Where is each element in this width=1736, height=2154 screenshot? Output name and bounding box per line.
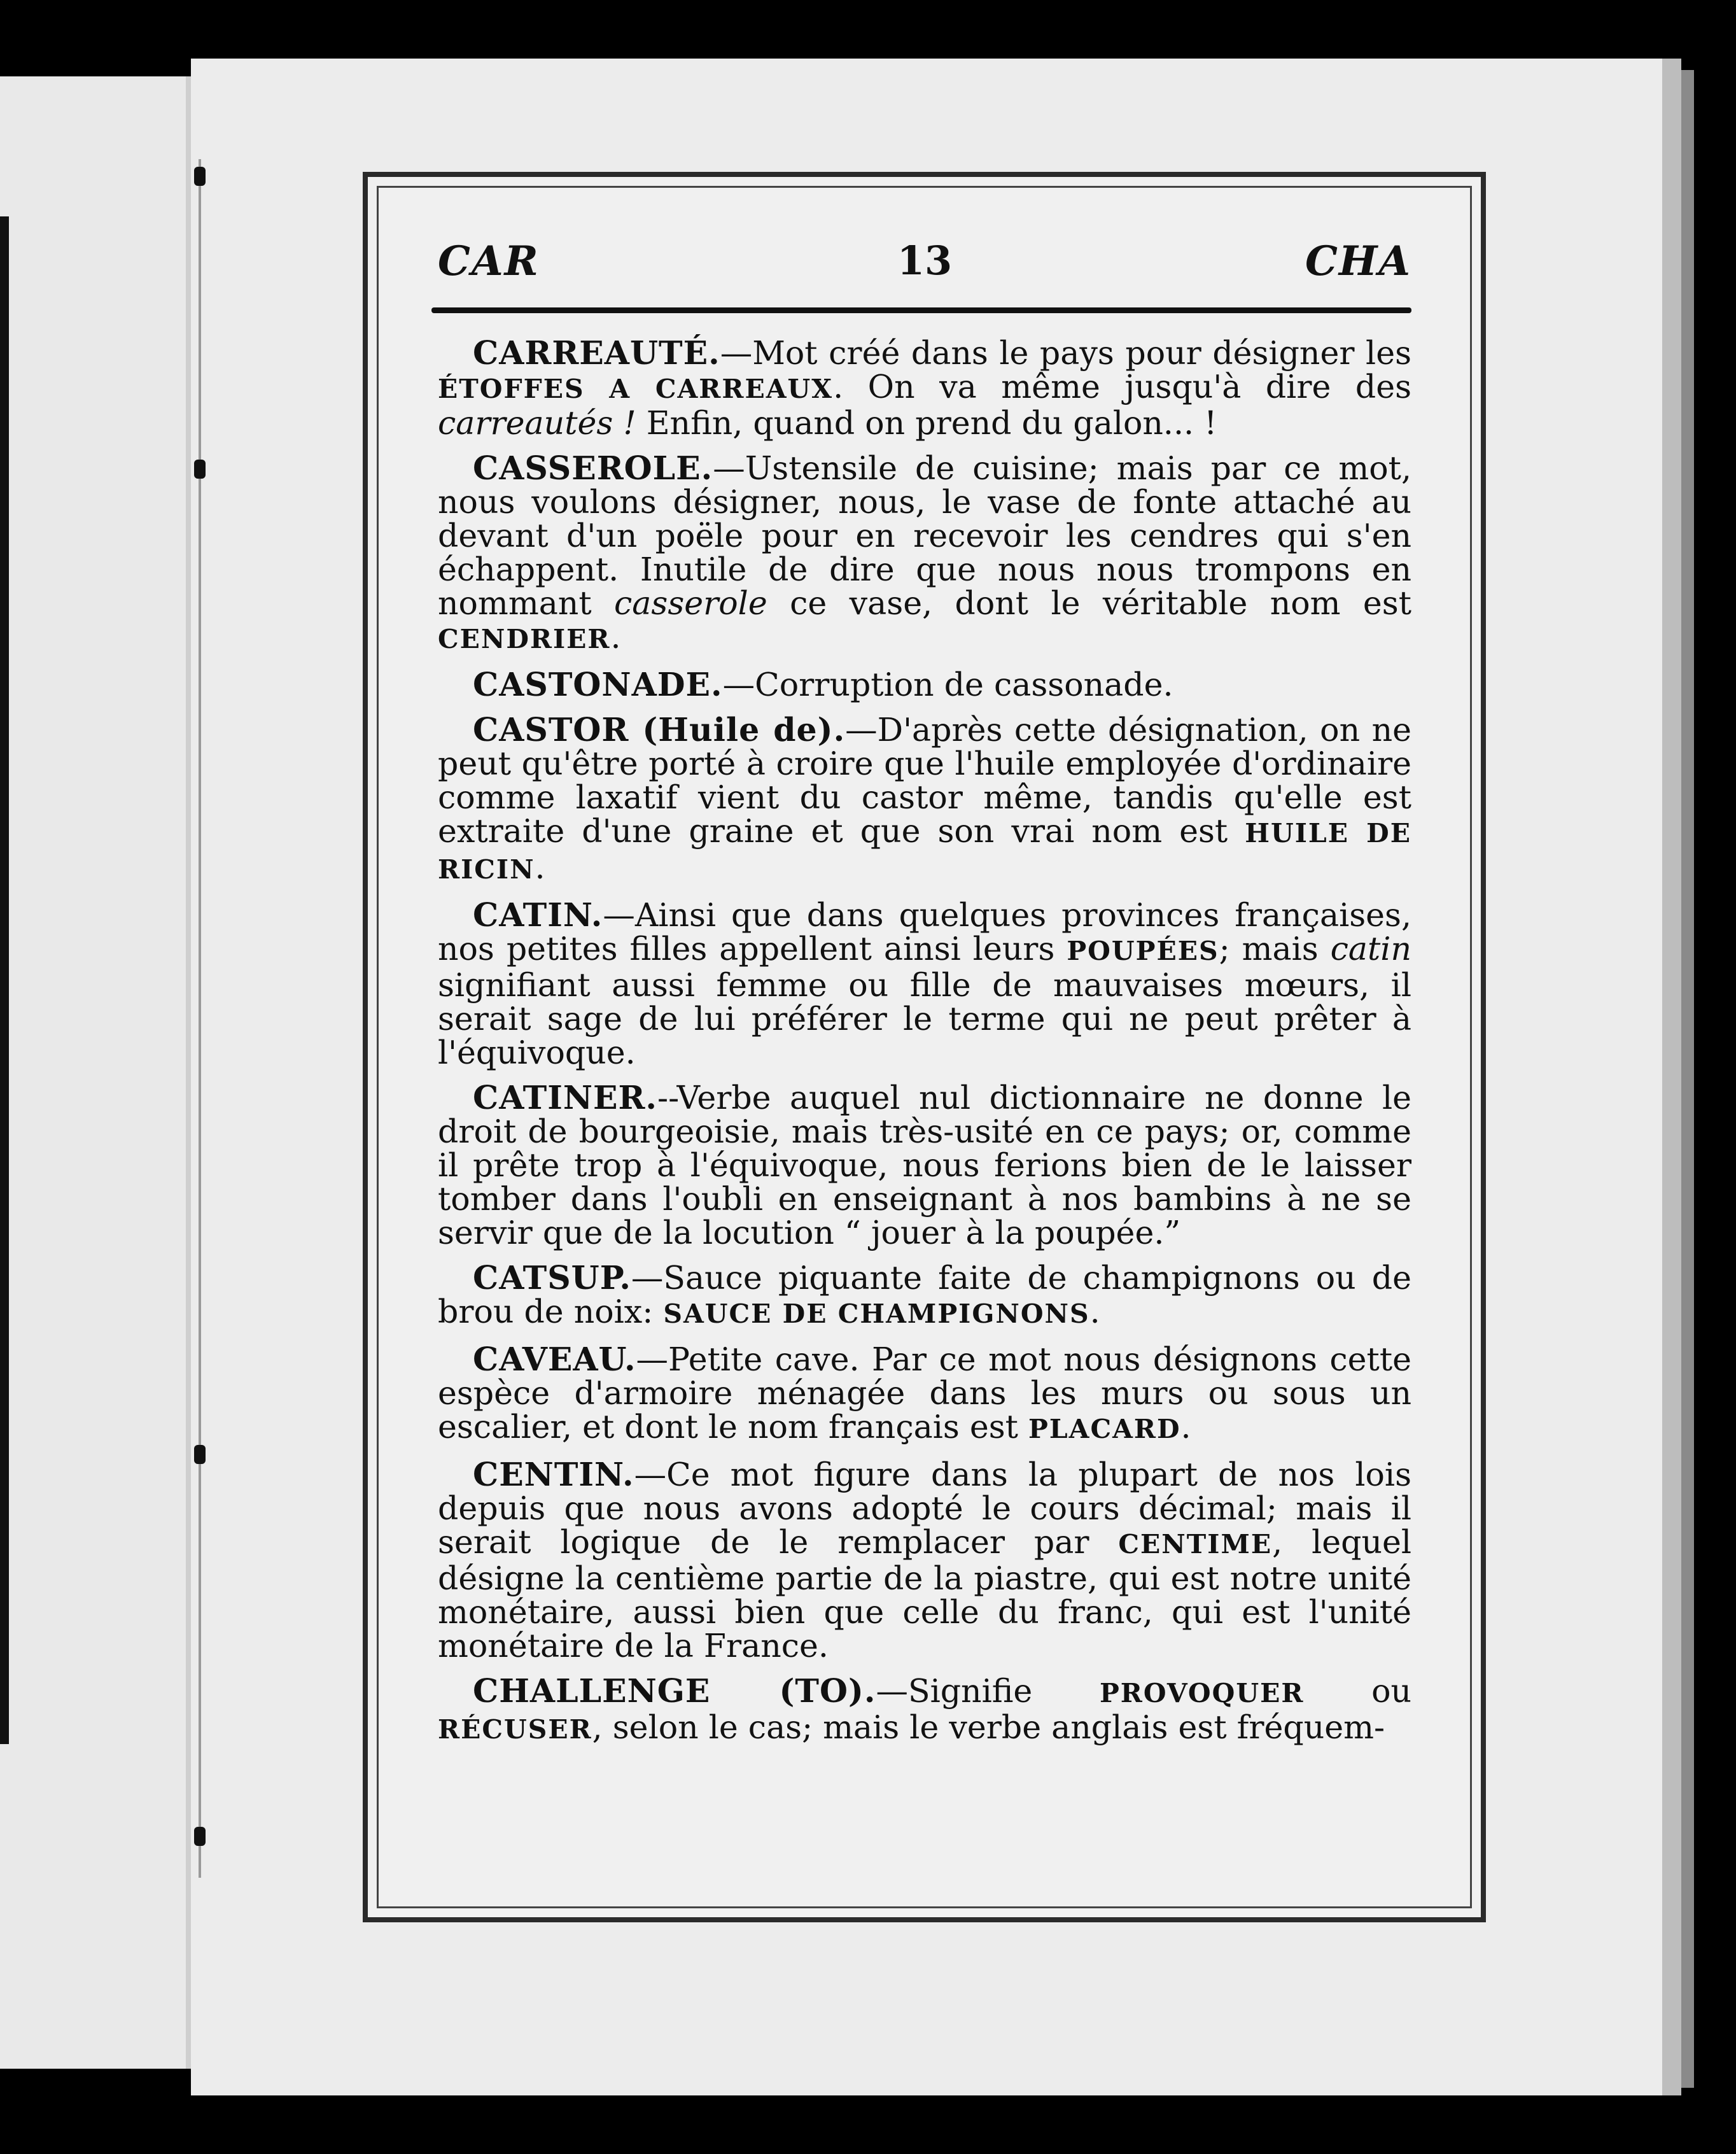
binding-gutter [199, 159, 201, 1878]
dictionary-entry [438, 1674, 1411, 1747]
entry-text: . [610, 618, 621, 656]
entry-text: —Ainsi que dans quelques provinces françaises, nos petites filles appellent ainsi leurs [438, 896, 1411, 968]
dictionary-entries [438, 336, 1411, 1758]
entry-smallcaps-term: RÉCUSER [438, 1714, 592, 1745]
entry-text: . [1089, 1293, 1100, 1330]
entry-headword: CATSUP. [473, 1259, 631, 1297]
entry-text: , selon le cas; mais le verbe anglais est fréquem- [592, 1708, 1385, 1746]
entry-smallcaps-term: POUPÉES [1067, 936, 1219, 966]
entry-headword: CHALLENGE (TO). [473, 1672, 876, 1710]
entry-smallcaps-term: HUILE DE RICIN [438, 818, 1411, 885]
entry-smallcaps-term: SAUCE DE CHAMPIGNONS [663, 1299, 1090, 1329]
entry-smallcaps-term: ÉTOFFES A CARREAUX [438, 374, 834, 404]
entry-text: —Signifie [876, 1672, 1100, 1710]
dictionary-entry [438, 451, 1411, 656]
entry-text: —Ce mot figure dans la plupart de nos lois depuis que nous avons adopté le cours décimal; mais il serait logique de le remplacer par [438, 1456, 1411, 1561]
entry-text: . [535, 848, 545, 886]
entry-italic-term: carreautés ! [438, 404, 636, 442]
page-stack-edge [1662, 59, 1681, 2095]
entry-smallcaps-term: PROVOQUER [1099, 1678, 1305, 1708]
entry-text: ce vase, dont le véritable nom est [767, 584, 1411, 622]
entry-smallcaps-term: CENDRIER [438, 624, 611, 654]
entry-text: Enfin, quand on prend du galon... ! [636, 404, 1217, 442]
dictionary-entry [438, 1342, 1411, 1446]
dictionary-entry [438, 713, 1411, 887]
dictionary-entry [438, 1081, 1411, 1249]
entry-text: ou [1304, 1672, 1411, 1710]
dictionary-entry [438, 668, 1411, 701]
entry-headword: CENTIN. [473, 1456, 634, 1493]
entry-text: ; mais [1219, 930, 1331, 968]
entry-italic-term: catin [1330, 930, 1411, 968]
left-page-edge [0, 76, 191, 2069]
entry-headword: CATIN. [473, 896, 603, 934]
binding-stitch [194, 1827, 206, 1846]
entry-smallcaps-term: PLACARD [1028, 1414, 1181, 1444]
page-frame [363, 172, 1486, 1922]
page-number: 13 [897, 237, 953, 284]
entry-text: —Ustensile de cuisine; mais par ce mot, nous voulons désigner, nous, le vase de fonte attaché au devant d'un poële pour en recevoir les cendres qui s'en échappent. Inutile de dire que nous nous trompons en nommant [438, 449, 1411, 622]
header-left-guide-word: CAR [438, 237, 540, 285]
entry-headword: CAVEAU. [473, 1341, 636, 1378]
entry-text: —Mot créé dans le pays pour désigner les [720, 334, 1411, 372]
binding-stitch [194, 1445, 206, 1464]
entry-text: --Verbe auquel nul dictionnaire ne donne le droit de bourgeoisie, mais très-usité en ce pays; or, comme il prête trop à l'équivoque, nous ferions bien de le laisser tomber dans l'oubli en enseignant à nos bambins à ne se servir que de la locution “ jouer à la poupée.” [438, 1079, 1411, 1251]
entry-text: . On va même jusqu'à dire des [833, 368, 1411, 405]
entry-text: —Corruption de cassonade. [722, 666, 1173, 703]
dictionary-entry [438, 1458, 1411, 1663]
entry-text: —Sauce piquante faite de champignons ou de brou de noix: [438, 1259, 1411, 1330]
running-header [438, 237, 1411, 295]
header-right-guide-word: CHA [1305, 237, 1411, 285]
binding-stitch [194, 167, 206, 186]
binding-stitch [194, 460, 206, 479]
entry-text: signifiant aussi femme ou fille de mauvaises mœurs, il serait sage de lui préférer le terme qui ne peut prêter à l'équivoque. [438, 966, 1411, 1071]
entry-text: —D'après cette désignation, on ne peut qu'être porté à croire que l'huile employée d'ordinaire comme laxatif vient du castor même, tandis qu'elle est extraite d'une graine et que son vrai nom est [438, 711, 1411, 850]
entry-text: , lequel désigne la centième partie de la piastre, qui est notre unité monétaire, aussi bien que celle du franc, qui est l'unité monétaire de la France. [438, 1523, 1412, 1665]
left-page-border [0, 216, 9, 1744]
entry-headword: CASTONADE. [473, 666, 723, 703]
dictionary-entry [438, 898, 1411, 1069]
entry-headword: CASSEROLE. [473, 449, 713, 487]
entry-text: —Petite cave. Par ce mot nous désignons cette espèce d'armoire ménagée dans les murs ou sous un escalier, et dont le nom français est [438, 1341, 1411, 1446]
entry-headword: CARREAUTÉ. [473, 334, 720, 372]
dictionary-entry [438, 1261, 1411, 1331]
entry-text: . [1180, 1408, 1191, 1446]
page-stack-shadow [1681, 70, 1694, 2088]
entry-headword: CASTOR (Huile de). [473, 711, 846, 749]
entry-italic-term: casserole [614, 584, 767, 622]
header-rule [431, 307, 1411, 313]
dictionary-entry [438, 336, 1411, 440]
entry-headword: CATINER. [473, 1079, 658, 1116]
entry-smallcaps-term: CENTIME [1118, 1529, 1273, 1559]
